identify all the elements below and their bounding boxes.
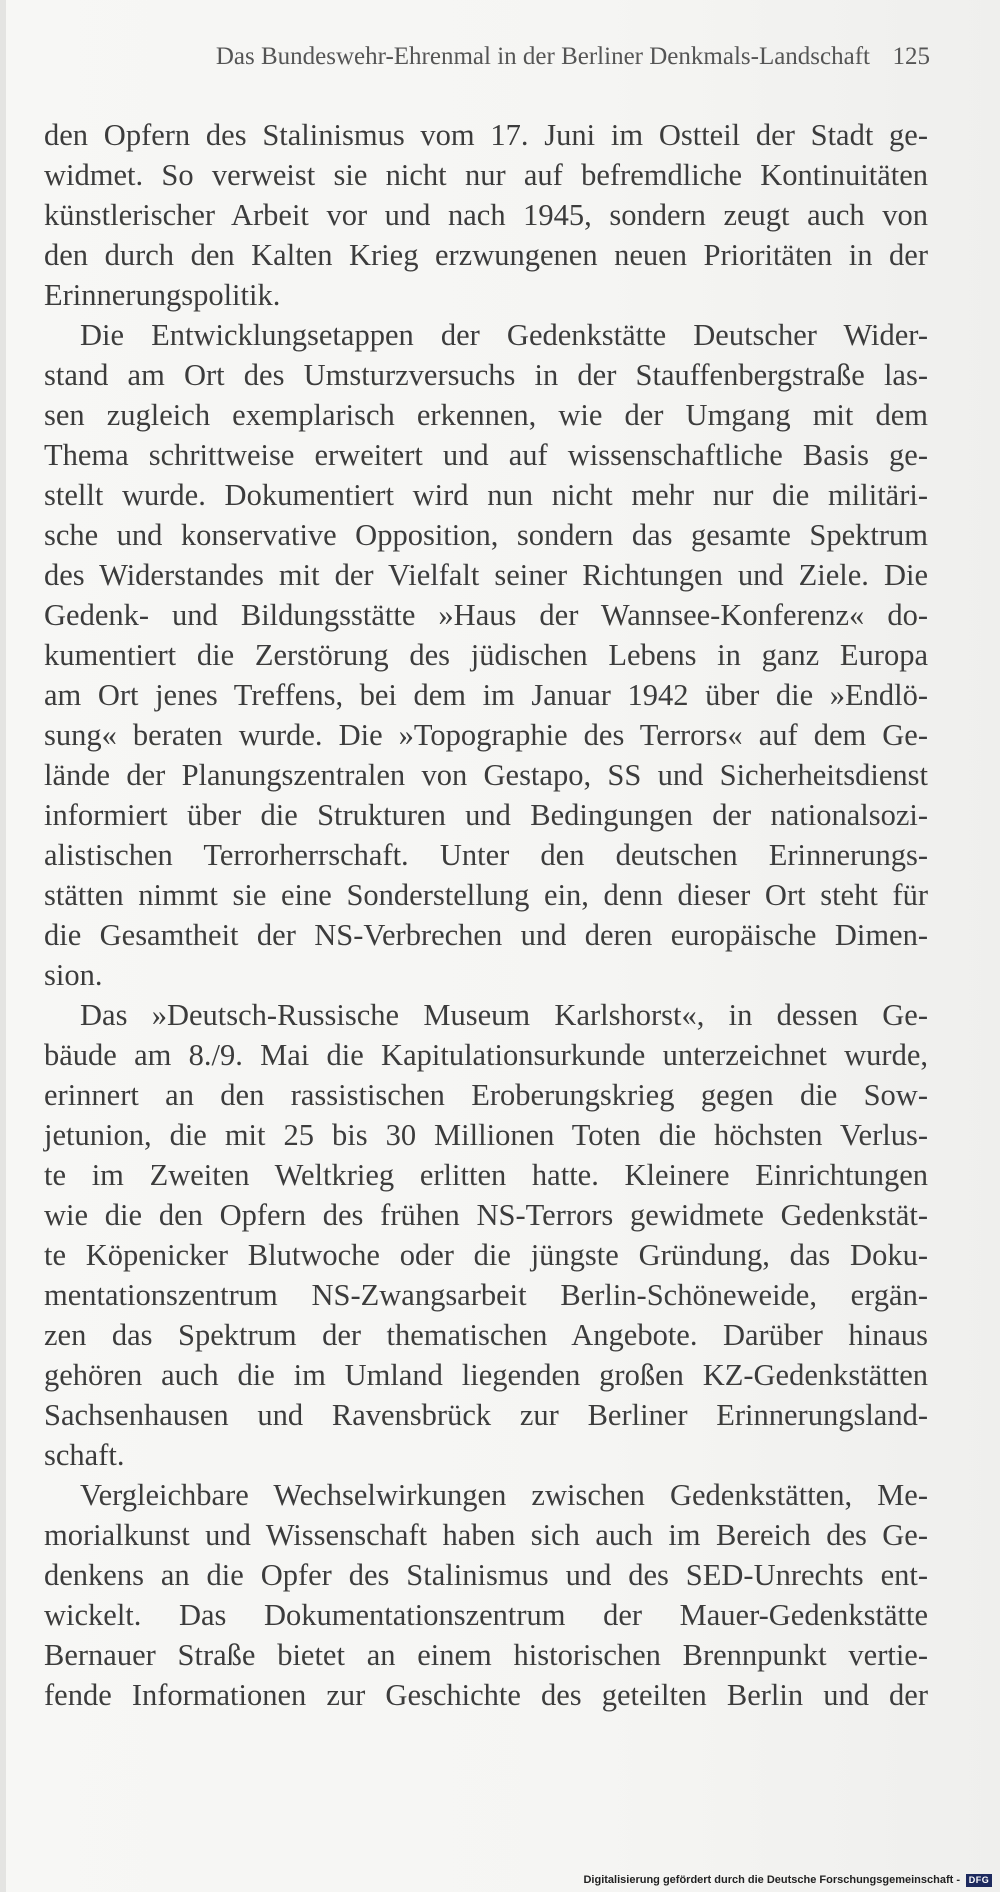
text-line: sion. xyxy=(44,958,103,992)
running-title: Das Bundeswehr-Ehrenmal in der Berliner Denkmals-Landschaft xyxy=(215,43,870,70)
text-line: mentationszentrum NS-Zwangsarbeit Berlin-Schöneweide, ergän- xyxy=(44,1278,928,1312)
text-line: Bernauer Straße bietet an einem historischen Brennpunkt vertie- xyxy=(44,1638,928,1672)
text-line: den durch den Kalten Krieg erzwungenen neuen Prioritäten in der xyxy=(44,238,928,272)
text-line: stellt wurde. Dokumentiert wird nun nicht mehr nur die militäri- xyxy=(44,478,928,512)
text-line: lände der Planungszentralen von Gestapo, SS und Sicherheitsdienst xyxy=(44,758,928,792)
text-line: am Ort jenes Treffens, bei dem im Januar 1942 über die »Endlö- xyxy=(44,678,928,712)
text-line: die Gesamtheit der NS-Verbrechen und deren europäische Dimen- xyxy=(44,918,928,952)
text-line: Sachsenhausen und Ravensbrück zur Berliner Erinnerungsland- xyxy=(44,1398,928,1432)
text-line: te Köpenicker Blutwoche oder die jüngste Gründung, das Doku- xyxy=(44,1238,928,1272)
text-line: des Widerstandes mit der Vielfalt seiner Richtungen und Ziele. Die xyxy=(44,558,928,592)
text-line: informiert über die Strukturen und Bedingungen der nationalsozi- xyxy=(44,798,928,832)
text-line: schaft. xyxy=(44,1438,125,1472)
text-line: Die Entwicklungsetappen der Gedenkstätte Deutscher Wider- xyxy=(80,318,928,352)
page-number: 125 xyxy=(892,43,930,70)
text-line: erinnert an den rassistischen Eroberungskrieg gegen die Sow- xyxy=(44,1078,928,1112)
text-line: widmet. So verweist sie nicht nur auf befremdliche Kontinuitäten xyxy=(44,158,928,192)
text-line: te im Zweiten Weltkrieg erlitten hatte. Kleinere Einrichtungen xyxy=(44,1158,928,1192)
text-line: gehören auch die im Umland liegenden großen KZ-Gedenkstätten xyxy=(44,1358,928,1392)
text-line: bäude am 8./9. Mai die Kapitulationsurkunde unterzeichnet wurde, xyxy=(44,1038,928,1072)
credit-text: Digitalisierung gefördert durch die Deutsche Forschungsgemeinschaft - xyxy=(583,1874,960,1886)
digitization-credit xyxy=(583,1870,992,1890)
text-line: den Opfern des Stalinismus vom 17. Juni im Ostteil der Stadt ge- xyxy=(44,118,928,152)
text-line: Gedenk- und Bildungsstätte »Haus der Wannsee-Konferenz« do- xyxy=(44,598,928,632)
text-line: sen zugleich exemplarisch erkennen, wie der Umgang mit dem xyxy=(44,398,928,432)
text-line: denkens an die Opfer des Stalinismus und des SED-Unrechts ent- xyxy=(44,1558,928,1592)
text-line: kumentiert die Zerstörung des jüdischen Lebens in ganz Europa xyxy=(44,638,928,672)
text-line: Erinnerungspolitik. xyxy=(44,278,281,312)
page-edge xyxy=(0,0,6,1892)
body-text xyxy=(44,115,928,1715)
text-line: Vergleichbare Wechselwirkungen zwischen Gedenkstätten, Me- xyxy=(80,1478,928,1512)
text-line: zen das Spektrum der thematischen Angebote. Darüber hinaus xyxy=(44,1318,928,1352)
text-line: stätten nimmt sie eine Sonderstellung ein, denn dieser Ort steht für xyxy=(44,878,928,912)
text-line: Thema schrittweise erweitert und auf wissenschaftliche Basis ge- xyxy=(44,438,928,472)
text-line: Das »Deutsch-Russische Museum Karlshorst«, in dessen Ge- xyxy=(80,998,928,1032)
text-line: sung« beraten wurde. Die »Topographie des Terrors« auf dem Ge- xyxy=(44,718,928,752)
text-line: wickelt. Das Dokumentationszentrum der Mauer-Gedenkstätte xyxy=(44,1598,928,1632)
text-line: alistischen Terrorherrschaft. Unter den deutschen Erinnerungs- xyxy=(44,838,928,872)
dfg-logo-icon: DFG xyxy=(966,1874,992,1887)
text-line: wie die den Opfern des frühen NS-Terrors gewidmete Gedenkstät- xyxy=(44,1198,928,1232)
text-line: künstlerischer Arbeit vor und nach 1945, sondern zeugt auch von xyxy=(44,198,928,232)
text-line: morialkunst und Wissenschaft haben sich auch im Bereich des Ge- xyxy=(44,1518,928,1552)
text-line: stand am Ort des Umsturzversuchs in der Stauffenbergstraße las- xyxy=(44,358,928,392)
running-head xyxy=(100,40,930,74)
text-line: sche und konservative Opposition, sondern das gesamte Spektrum xyxy=(44,518,928,552)
text-line: fende Informationen zur Geschichte des geteilten Berlin und der xyxy=(44,1678,928,1712)
text-line: jetunion, die mit 25 bis 30 Millionen Toten die höchsten Verlus- xyxy=(44,1118,928,1152)
